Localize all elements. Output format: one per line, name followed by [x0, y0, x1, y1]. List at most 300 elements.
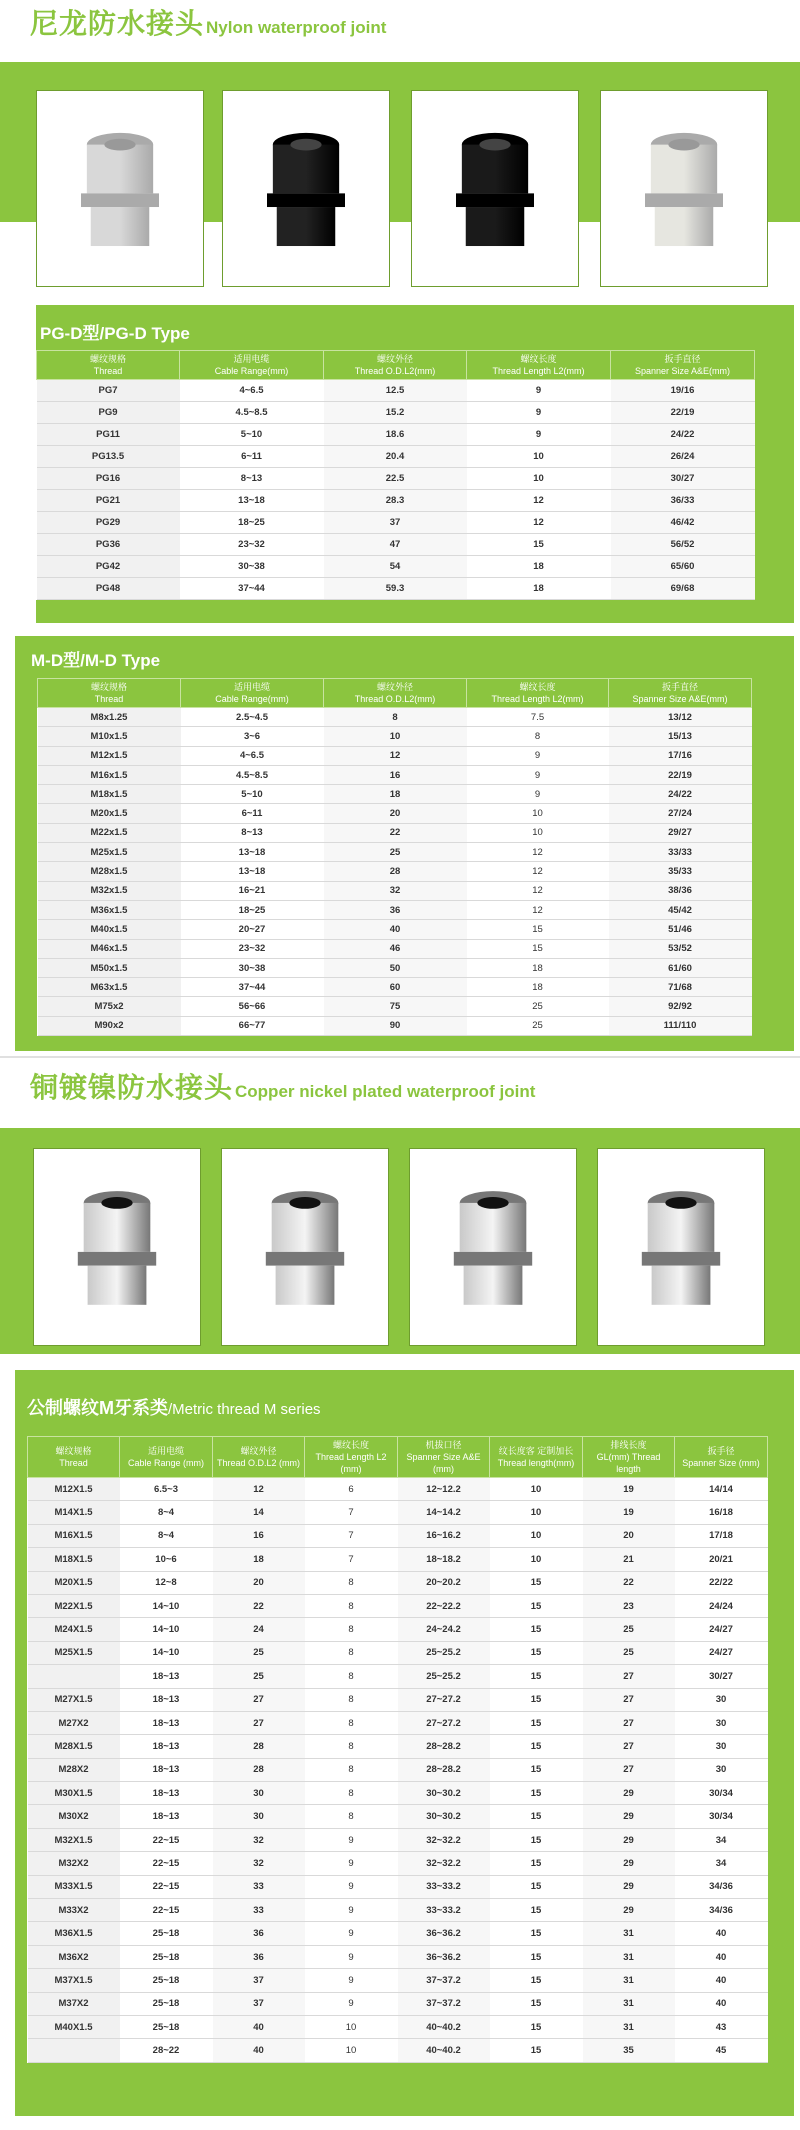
- metric-cell: M27X1.5: [28, 1688, 120, 1711]
- md-row: [38, 823, 752, 842]
- metric-cell: M25X1.5: [28, 1641, 120, 1664]
- pg-cell: 24/22: [611, 424, 755, 446]
- md-cell: 4~6.5: [181, 746, 324, 765]
- metric-cell: 35: [583, 2039, 675, 2062]
- metric-header-en: Thread length(mm): [497, 1458, 575, 1468]
- metric-row: [28, 1524, 768, 1547]
- md-cell: 4.5~8.5: [181, 765, 324, 784]
- metric-cell: 9: [305, 1992, 398, 2015]
- md-cell: M12x1.5: [38, 746, 181, 765]
- metric-cell: 14: [213, 1501, 305, 1524]
- pg-cell: PG29: [37, 512, 180, 534]
- md-cell: 29/27: [609, 823, 752, 842]
- md-header-1: [181, 679, 324, 708]
- metric-cell: 27: [583, 1688, 675, 1711]
- md-cell: 53/52: [609, 939, 752, 958]
- pg-cell: PG21: [37, 490, 180, 512]
- md-row: [38, 939, 752, 958]
- md-cell: M36x1.5: [38, 900, 181, 919]
- metric-cell: 30: [213, 1782, 305, 1805]
- metric-cell: 36~36.2: [398, 1922, 490, 1945]
- md-row: [38, 804, 752, 823]
- pg-cell: 69/68: [611, 578, 755, 600]
- pg-cell: 28.3: [324, 490, 467, 512]
- metric-header-en: Spanner Size A&E (mm): [406, 1452, 481, 1474]
- metric-header-cn: 排线长度: [610, 1440, 647, 1450]
- metric-cell: 34: [675, 1852, 768, 1875]
- metric-cell: 45: [675, 2039, 768, 2062]
- md-cell: 56~66: [181, 997, 324, 1016]
- metric-cell: 25~18: [120, 1992, 213, 2015]
- metric-cell: 29: [583, 1828, 675, 1851]
- md-spec-table: [37, 678, 752, 1036]
- metric-cell: 28~22: [120, 2039, 213, 2062]
- nylon-cable-gland-illustration: [37, 91, 203, 286]
- metric-cell: 29: [583, 1782, 675, 1805]
- metric-cell: M20X1.5: [28, 1571, 120, 1594]
- pg-cell: 4.5~8.5: [180, 402, 324, 424]
- pg-header-en: Thread Length L2(mm): [492, 366, 585, 376]
- metric-row: [28, 1735, 768, 1758]
- pg-cell: 36/33: [611, 490, 755, 512]
- md-header-cn: 螺纹规格: [90, 682, 127, 692]
- metric-row: [28, 1501, 768, 1524]
- md-cell: 12: [467, 843, 609, 862]
- pg-cell: 22/19: [611, 402, 755, 424]
- md-cell: 25: [324, 843, 467, 862]
- metric-cell: 24/27: [675, 1618, 768, 1641]
- md-cell: M10x1.5: [38, 727, 181, 746]
- copper-product-photo-1: [33, 1148, 201, 1346]
- metric-cell: 18~18.2: [398, 1548, 490, 1571]
- metric-cell: 31: [583, 2015, 675, 2038]
- md-row: [38, 900, 752, 919]
- metric-cell: 24: [213, 1618, 305, 1641]
- pg-header-cn: 螺纹规格: [89, 354, 126, 364]
- metric-cell: M37X1.5: [28, 1969, 120, 1992]
- metric-cell: 15: [490, 1875, 583, 1898]
- metric-cell: 8: [305, 1571, 398, 1594]
- md-cell: 8: [467, 727, 609, 746]
- md-cell: 18: [467, 958, 609, 977]
- metric-cell: 19: [583, 1501, 675, 1524]
- metric-cell: 15: [490, 1945, 583, 1968]
- md-row: [38, 727, 752, 746]
- md-cell: M22x1.5: [38, 823, 181, 842]
- md-row: [38, 785, 752, 804]
- md-cell: 40: [324, 920, 467, 939]
- md-cell: 90: [324, 1016, 467, 1035]
- pg-title-en: /PG-D Type: [99, 324, 190, 343]
- metric-cell: 27: [583, 1735, 675, 1758]
- md-row: [38, 708, 752, 727]
- metric-cell: 20/21: [675, 1548, 768, 1571]
- metric-cell: 8: [305, 1618, 398, 1641]
- metric-cell: 28: [213, 1735, 305, 1758]
- metric-cell: 17/18: [675, 1524, 768, 1547]
- pg-cell: PG13.5: [37, 446, 180, 468]
- metric-cell: 15: [490, 1735, 583, 1758]
- metric-table-title: [27, 1394, 321, 1420]
- md-header-en: Thread: [94, 694, 124, 704]
- metric-header-cn: 扳手径: [707, 1446, 735, 1456]
- pg-header-2: [324, 351, 467, 380]
- md-cell: 17/16: [609, 746, 752, 765]
- metric-cell: 10: [305, 2039, 398, 2062]
- md-cell: 9: [467, 746, 609, 765]
- metric-cell: 20: [213, 1571, 305, 1594]
- md-cell: 3~6: [181, 727, 324, 746]
- metric-cell: 12~12.2: [398, 1478, 490, 1501]
- metric-cell: 15: [490, 1594, 583, 1617]
- metric-cell: 15: [490, 1992, 583, 2015]
- md-cell: 38/36: [609, 881, 752, 900]
- metric-cell: 10: [490, 1548, 583, 1571]
- metric-cell: 15: [490, 1828, 583, 1851]
- metric-cell: 15: [490, 1688, 583, 1711]
- pg-row: [37, 380, 755, 402]
- md-row: [38, 862, 752, 881]
- md-cell: 20~27: [181, 920, 324, 939]
- metric-row: [28, 2015, 768, 2038]
- pg-header-en: Thread: [93, 366, 123, 376]
- metric-cell: 37~37.2: [398, 1992, 490, 2015]
- metric-cell: 29: [583, 1899, 675, 1922]
- metric-cell: 27: [213, 1688, 305, 1711]
- metric-cell: M32X1.5: [28, 1828, 120, 1851]
- metric-row: [28, 1641, 768, 1664]
- metric-cell: 7: [305, 1524, 398, 1547]
- metric-row: [28, 1478, 768, 1501]
- metric-cell: M32X2: [28, 1852, 120, 1875]
- metric-row: [28, 1992, 768, 2015]
- md-row: [38, 843, 752, 862]
- metric-cell: 18~13: [120, 1735, 213, 1758]
- pg-cell: 9: [467, 424, 611, 446]
- md-cell: 12: [467, 900, 609, 919]
- metric-cell: [28, 1665, 120, 1688]
- md-row: [38, 746, 752, 765]
- metric-cell: 28~28.2: [398, 1758, 490, 1781]
- metric-cell: 36: [213, 1922, 305, 1945]
- metric-header-1: [120, 1437, 213, 1478]
- metric-cell: 8: [305, 1665, 398, 1688]
- md-cell: 16~21: [181, 881, 324, 900]
- nylon-product-photo-3: [411, 90, 579, 287]
- md-cell: 10: [467, 804, 609, 823]
- metric-cell: 10: [305, 2015, 398, 2038]
- metric-cell: 6.5~3: [120, 1478, 213, 1501]
- metric-row: [28, 2039, 768, 2062]
- pg-header-en: Thread O.D.L2(mm): [354, 366, 436, 376]
- md-header-en: Thread O.D.L2(mm): [354, 694, 436, 704]
- metric-cell: 14~10: [120, 1594, 213, 1617]
- metric-cell: 25: [213, 1641, 305, 1664]
- metric-cell: 23: [583, 1594, 675, 1617]
- pg-cell: 15.2: [324, 402, 467, 424]
- metric-row: [28, 1758, 768, 1781]
- md-cell: 5~10: [181, 785, 324, 804]
- pg-row: [37, 446, 755, 468]
- md-header-cn: 螺纹长度: [519, 682, 556, 692]
- metric-cell: M16X1.5: [28, 1524, 120, 1547]
- metric-cell: 15: [490, 1969, 583, 1992]
- metric-cell: M33X1.5: [28, 1875, 120, 1898]
- pg-cell: PG16: [37, 468, 180, 490]
- metric-cell: 15: [490, 2039, 583, 2062]
- metric-cell: M28X2: [28, 1758, 120, 1781]
- metric-cell: 29: [583, 1852, 675, 1875]
- metric-cell: 37: [213, 1969, 305, 1992]
- pg-row: [37, 490, 755, 512]
- metric-header-5: [490, 1437, 583, 1478]
- metric-cell: 10: [490, 1478, 583, 1501]
- md-title-en: /M-D Type: [80, 651, 161, 670]
- metric-cell: 22~22.2: [398, 1594, 490, 1617]
- pg-cell: 9: [467, 380, 611, 402]
- pg-cell: 8~13: [180, 468, 324, 490]
- metric-cell: 24/24: [675, 1594, 768, 1617]
- metric-cell: 25: [213, 1665, 305, 1688]
- md-cell: M8x1.25: [38, 708, 181, 727]
- md-row: [38, 997, 752, 1016]
- metric-cell: 14~14.2: [398, 1501, 490, 1524]
- md-header-4: [609, 679, 752, 708]
- metric-cell: 22/22: [675, 1571, 768, 1594]
- metric-row: [28, 1594, 768, 1617]
- metric-cell: 15: [490, 1758, 583, 1781]
- metric-header-cn: 纹长度客 定制加长: [498, 1446, 574, 1456]
- metric-cell: 36: [213, 1945, 305, 1968]
- pg-cell: 12: [467, 512, 611, 534]
- metric-cell: 8~4: [120, 1501, 213, 1524]
- metric-cell: 8: [305, 1758, 398, 1781]
- metric-cell: M37X2: [28, 1992, 120, 2015]
- metric-cell: 30/34: [675, 1782, 768, 1805]
- md-cell: 16: [324, 765, 467, 784]
- md-cell: 13/12: [609, 708, 752, 727]
- metric-cell: 40: [213, 2039, 305, 2062]
- pg-header-cn: 螺纹外径: [376, 354, 413, 364]
- md-cell: M50x1.5: [38, 958, 181, 977]
- md-cell: 18: [324, 785, 467, 804]
- metric-cell: 29: [583, 1805, 675, 1828]
- metric-cell: 40: [675, 1922, 768, 1945]
- metric-cell: 24/27: [675, 1641, 768, 1664]
- metric-cell: 29: [583, 1875, 675, 1898]
- metric-row: [28, 1688, 768, 1711]
- metric-header-en: GL(mm) Thread length: [596, 1452, 661, 1474]
- metric-cell: 22~15: [120, 1899, 213, 1922]
- pg-cell: PG7: [37, 380, 180, 402]
- metric-header-en: Thread O.D.L2 (mm): [216, 1458, 301, 1468]
- metric-cell: 30: [675, 1735, 768, 1758]
- metric-row: [28, 1571, 768, 1594]
- pg-cell: 59.3: [324, 578, 467, 600]
- nylon-title-cn: 尼龙防水接头: [30, 8, 205, 39]
- md-header-3: [467, 679, 609, 708]
- metric-cell: 20: [583, 1524, 675, 1547]
- md-cell: 35/33: [609, 862, 752, 881]
- metric-cell: 9: [305, 1945, 398, 1968]
- metric-cell: 9: [305, 1969, 398, 1992]
- pg-row: [37, 468, 755, 490]
- md-header-0: [38, 679, 181, 708]
- metric-cell: M28X1.5: [28, 1735, 120, 1758]
- md-cell: 30~38: [181, 958, 324, 977]
- metric-cell: 16/18: [675, 1501, 768, 1524]
- metric-cell: 34/36: [675, 1899, 768, 1922]
- md-cell: M20x1.5: [38, 804, 181, 823]
- pg-cell: 18: [467, 578, 611, 600]
- metric-cell: 30: [675, 1711, 768, 1734]
- metric-cell: 9: [305, 1852, 398, 1875]
- metric-cell: 8: [305, 1711, 398, 1734]
- pg-cell: 6~11: [180, 446, 324, 468]
- pg-row: [37, 402, 755, 424]
- metric-cell: 30: [675, 1758, 768, 1781]
- md-cell: 15: [467, 939, 609, 958]
- metric-header-4: [398, 1437, 490, 1478]
- metric-cell: 10~6: [120, 1548, 213, 1571]
- section-divider: [0, 1056, 800, 1058]
- metric-cell: 15: [490, 1641, 583, 1664]
- pg-cell: 37~44: [180, 578, 324, 600]
- nylon-product-photo-2: [222, 90, 390, 287]
- md-header-cn: 适用电缆: [233, 682, 270, 692]
- md-cell: 33/33: [609, 843, 752, 862]
- pg-cell: PG42: [37, 556, 180, 578]
- pg-header-cn: 扳手直径: [664, 354, 701, 364]
- md-cell: 15/13: [609, 727, 752, 746]
- metric-header-cn: 螺纹外径: [240, 1446, 277, 1456]
- md-cell: 27/24: [609, 804, 752, 823]
- metric-cell: 22: [583, 1571, 675, 1594]
- pg-cell: 22.5: [324, 468, 467, 490]
- pg-cell: 30~38: [180, 556, 324, 578]
- metric-header-7: [675, 1437, 768, 1478]
- metric-cell: 7: [305, 1501, 398, 1524]
- metric-cell: 33~33.2: [398, 1899, 490, 1922]
- metric-cell: 27~27.2: [398, 1688, 490, 1711]
- metric-cell: M36X2: [28, 1945, 120, 1968]
- metric-cell: 12~8: [120, 1571, 213, 1594]
- metric-cell: M27X2: [28, 1711, 120, 1734]
- metric-cell: 22: [213, 1594, 305, 1617]
- md-header-en: Cable Range(mm): [215, 694, 289, 704]
- md-cell: 8: [324, 708, 467, 727]
- md-cell: 13~18: [181, 862, 324, 881]
- metric-row: [28, 1665, 768, 1688]
- md-cell: 66~77: [181, 1016, 324, 1035]
- metric-cell: 40: [675, 1992, 768, 2015]
- metric-header-en: Thread Length L2 (mm): [315, 1452, 387, 1474]
- metric-cell: 12: [213, 1478, 305, 1501]
- metric-cell: M36X1.5: [28, 1922, 120, 1945]
- pg-cell: 23~32: [180, 534, 324, 556]
- pg-cell: 18~25: [180, 512, 324, 534]
- pg-cell: 46/42: [611, 512, 755, 534]
- pg-header-0: [37, 351, 180, 380]
- metric-cell: 31: [583, 1922, 675, 1945]
- metric-row: [28, 1922, 768, 1945]
- metric-cell: 25: [583, 1618, 675, 1641]
- md-cell: 61/60: [609, 958, 752, 977]
- md-table-title: [31, 646, 160, 671]
- metric-cell: 31: [583, 1992, 675, 2015]
- md-row: [38, 1016, 752, 1035]
- metric-cell: 9: [305, 1899, 398, 1922]
- metric-cell: 34/36: [675, 1875, 768, 1898]
- metric-header-cn: 螺纹长度: [332, 1440, 369, 1450]
- metric-title-cn: 公制螺纹M牙系类: [27, 1398, 168, 1418]
- metric-cell: 18~13: [120, 1711, 213, 1734]
- metric-cell: 37: [213, 1992, 305, 2015]
- metric-cell: 33~33.2: [398, 1875, 490, 1898]
- copper-product-photo-2: [221, 1148, 389, 1346]
- metric-cell: 15: [490, 1711, 583, 1734]
- metric-cell: 9: [305, 1922, 398, 1945]
- md-row: [38, 978, 752, 997]
- metric-cell: M12X1.5: [28, 1478, 120, 1501]
- pg-cell: PG9: [37, 402, 180, 424]
- pg-header-cn: 适用电缆: [233, 354, 270, 364]
- md-cell: 23~32: [181, 939, 324, 958]
- md-cell: M25x1.5: [38, 843, 181, 862]
- metric-row: [28, 1805, 768, 1828]
- md-cell: 10: [467, 823, 609, 842]
- metric-cell: 27: [583, 1758, 675, 1781]
- pg-cell: PG48: [37, 578, 180, 600]
- metric-cell: 25~18: [120, 1945, 213, 1968]
- md-cell: M28x1.5: [38, 862, 181, 881]
- metric-row: [28, 1945, 768, 1968]
- metric-header-0: [28, 1437, 120, 1478]
- md-cell: 32: [324, 881, 467, 900]
- metric-row: [28, 1711, 768, 1734]
- metric-cell: 16~16.2: [398, 1524, 490, 1547]
- pg-cell: 30/27: [611, 468, 755, 490]
- copper-product-photo-3: [409, 1148, 577, 1346]
- metric-cell: 18~13: [120, 1665, 213, 1688]
- metric-cell: 24~24.2: [398, 1618, 490, 1641]
- metric-cell: 15: [490, 1782, 583, 1805]
- metric-cell: 30/27: [675, 1665, 768, 1688]
- md-cell: 75: [324, 997, 467, 1016]
- pg-cell: 26/24: [611, 446, 755, 468]
- pg-cell: 15: [467, 534, 611, 556]
- metric-cell: 27: [213, 1711, 305, 1734]
- metric-cell: 15: [490, 1618, 583, 1641]
- metric-cell: 10: [490, 1501, 583, 1524]
- copper-cable-gland-illustration: [34, 1149, 200, 1345]
- pg-cell: 13~18: [180, 490, 324, 512]
- md-cell: M16x1.5: [38, 765, 181, 784]
- md-cell: 12: [467, 862, 609, 881]
- pg-table-title: [40, 319, 190, 344]
- metric-cell: 33: [213, 1875, 305, 1898]
- metric-cell: 21: [583, 1548, 675, 1571]
- md-cell: 45/42: [609, 900, 752, 919]
- pg-header-en: Cable Range(mm): [214, 366, 289, 376]
- metric-cell: 8: [305, 1805, 398, 1828]
- md-header-cn: 螺纹外径: [376, 682, 413, 692]
- pg-header-1: [180, 351, 324, 380]
- metric-cell: 19: [583, 1478, 675, 1501]
- md-cell: M90x2: [38, 1016, 181, 1035]
- metric-cell: 15: [490, 1665, 583, 1688]
- metric-cell: 25: [583, 1641, 675, 1664]
